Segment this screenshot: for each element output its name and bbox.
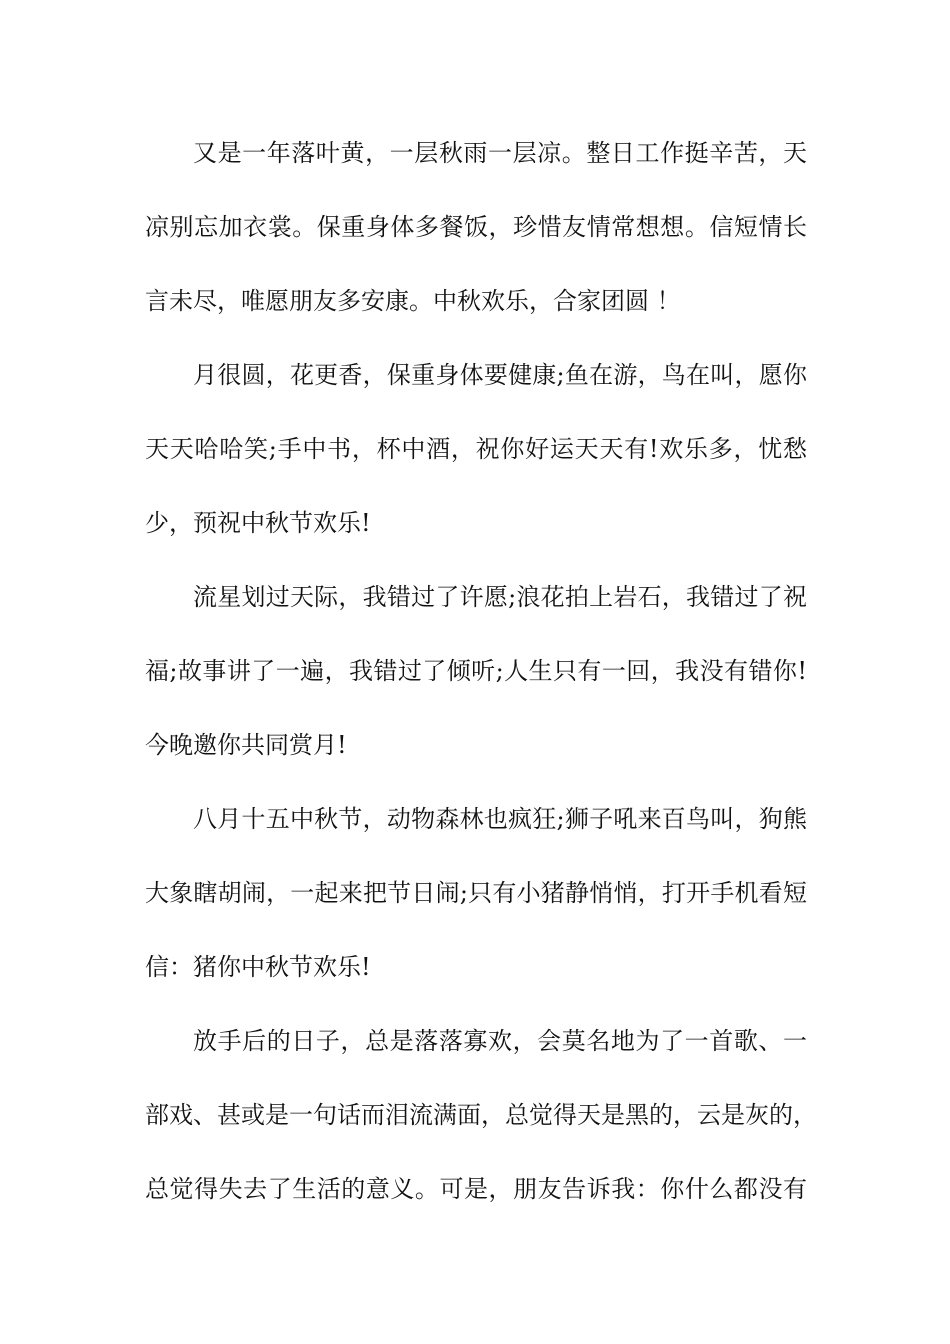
- paragraph: [145, 1004, 817, 1226]
- paragraph: [145, 782, 807, 1004]
- paragraph-line: 凉别忘加衣裳。保重身体多餐饭，珍惜友情常想想。信短情长: [145, 213, 807, 241]
- paragraph: [145, 338, 807, 560]
- document-body: [145, 116, 817, 1226]
- paragraph-line: 部戏、甚或是一句话而泪流满面，总觉得天是黑的，云是灰的，: [145, 1101, 817, 1129]
- paragraph: [145, 560, 807, 782]
- paragraph-line: 放手后的日子，总是落落寡欢，会莫名地为了一首歌、一: [193, 1027, 807, 1055]
- paragraph-line: 信：猪你中秋节欢乐!: [145, 953, 371, 981]
- paragraph-line: 福;故事讲了一遍，我错过了倾听;人生只有一回，我没有错你!: [145, 657, 807, 685]
- paragraph-line: 天天哈哈笑;手中书，杯中酒，祝你好运天天有!欢乐多，忧愁: [145, 435, 807, 463]
- paragraph: [145, 116, 807, 338]
- paragraph-line: 八月十五中秋节，动物森林也疯狂;狮子吼来百鸟叫，狗熊: [193, 805, 807, 833]
- paragraph-line: 流星划过天际，我错过了许愿;浪花拍上岩石，我错过了祝: [193, 583, 807, 611]
- paragraph-line: 少，预祝中秋节欢乐!: [145, 509, 371, 537]
- paragraph-line: 又是一年落叶黄，一层秋雨一层凉。整日工作挺辛苦，天: [193, 139, 807, 167]
- paragraph-line: 大象瞎胡闹，一起来把节日闹;只有小猪静悄悄，打开手机看短: [145, 879, 807, 907]
- paragraph-line: 总觉得失去了生活的意义。可是，朋友告诉我：你什么都没有: [145, 1175, 807, 1203]
- paragraph-line: 月很圆，花更香，保重身体要健康;鱼在游，鸟在叫，愿你: [193, 361, 807, 389]
- paragraph-line: 言未尽，唯愿朋友多安康。中秋欢乐，合家团圆 ！: [145, 287, 681, 315]
- paragraph-line: 今晚邀你共同赏月!: [145, 731, 347, 759]
